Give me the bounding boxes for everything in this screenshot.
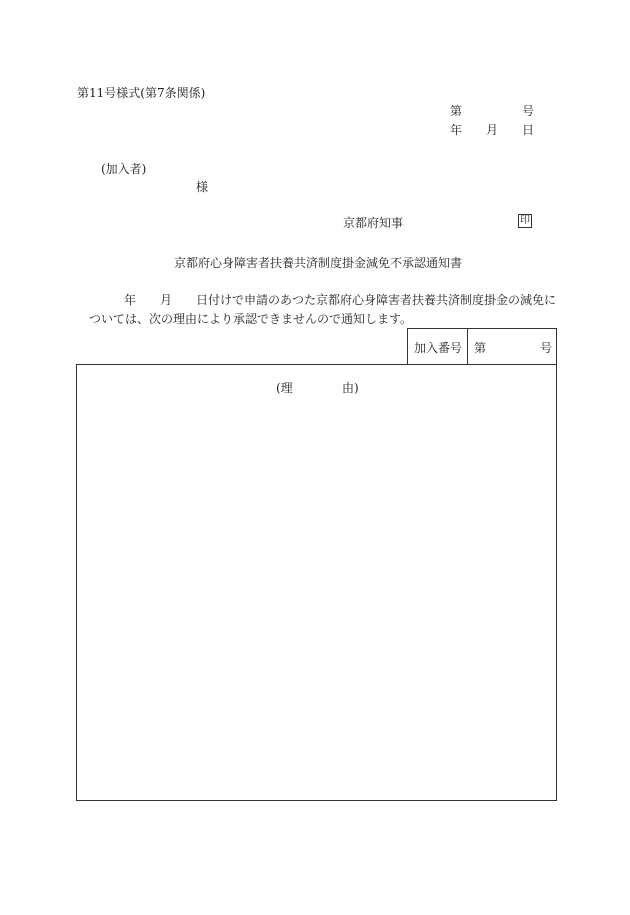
reason-heading-close: 由)	[342, 381, 359, 395]
addressee-honorific: 様	[196, 180, 209, 194]
issuer-name: 京都府知事	[343, 216, 404, 230]
doc-date-year: 年	[450, 123, 463, 137]
reason-heading-open: (理	[276, 381, 293, 395]
doc-date-day: 日	[522, 123, 535, 137]
document-title: 京都府心身障害者扶養共済制度掛金減免不承認通知書	[174, 256, 463, 270]
addressee-label: (加入者)	[101, 162, 147, 176]
reason-box	[76, 364, 557, 801]
member-number-suffix: 号	[540, 341, 553, 355]
body-year: 年	[124, 293, 137, 307]
doc-number-prefix: 第	[450, 104, 463, 118]
body-month: 月	[160, 293, 173, 307]
member-number-box	[407, 328, 557, 365]
member-number-divider	[467, 329, 468, 364]
seal-mark: 印	[520, 215, 530, 226]
doc-date-month: 月	[486, 123, 499, 137]
member-number-label: 加入番号	[414, 341, 463, 355]
body-text-line2: ついては、次の理由により承認できませんので通知します。	[89, 312, 413, 326]
doc-number-suffix: 号	[522, 104, 535, 118]
body-text-line1: 日付けで申請のあつた京都府心身障害者扶養共済制度掛金の減免に	[196, 293, 557, 307]
form-label: 第11号様式(第7条関係)	[77, 86, 206, 100]
member-number-prefix: 第	[474, 341, 487, 355]
